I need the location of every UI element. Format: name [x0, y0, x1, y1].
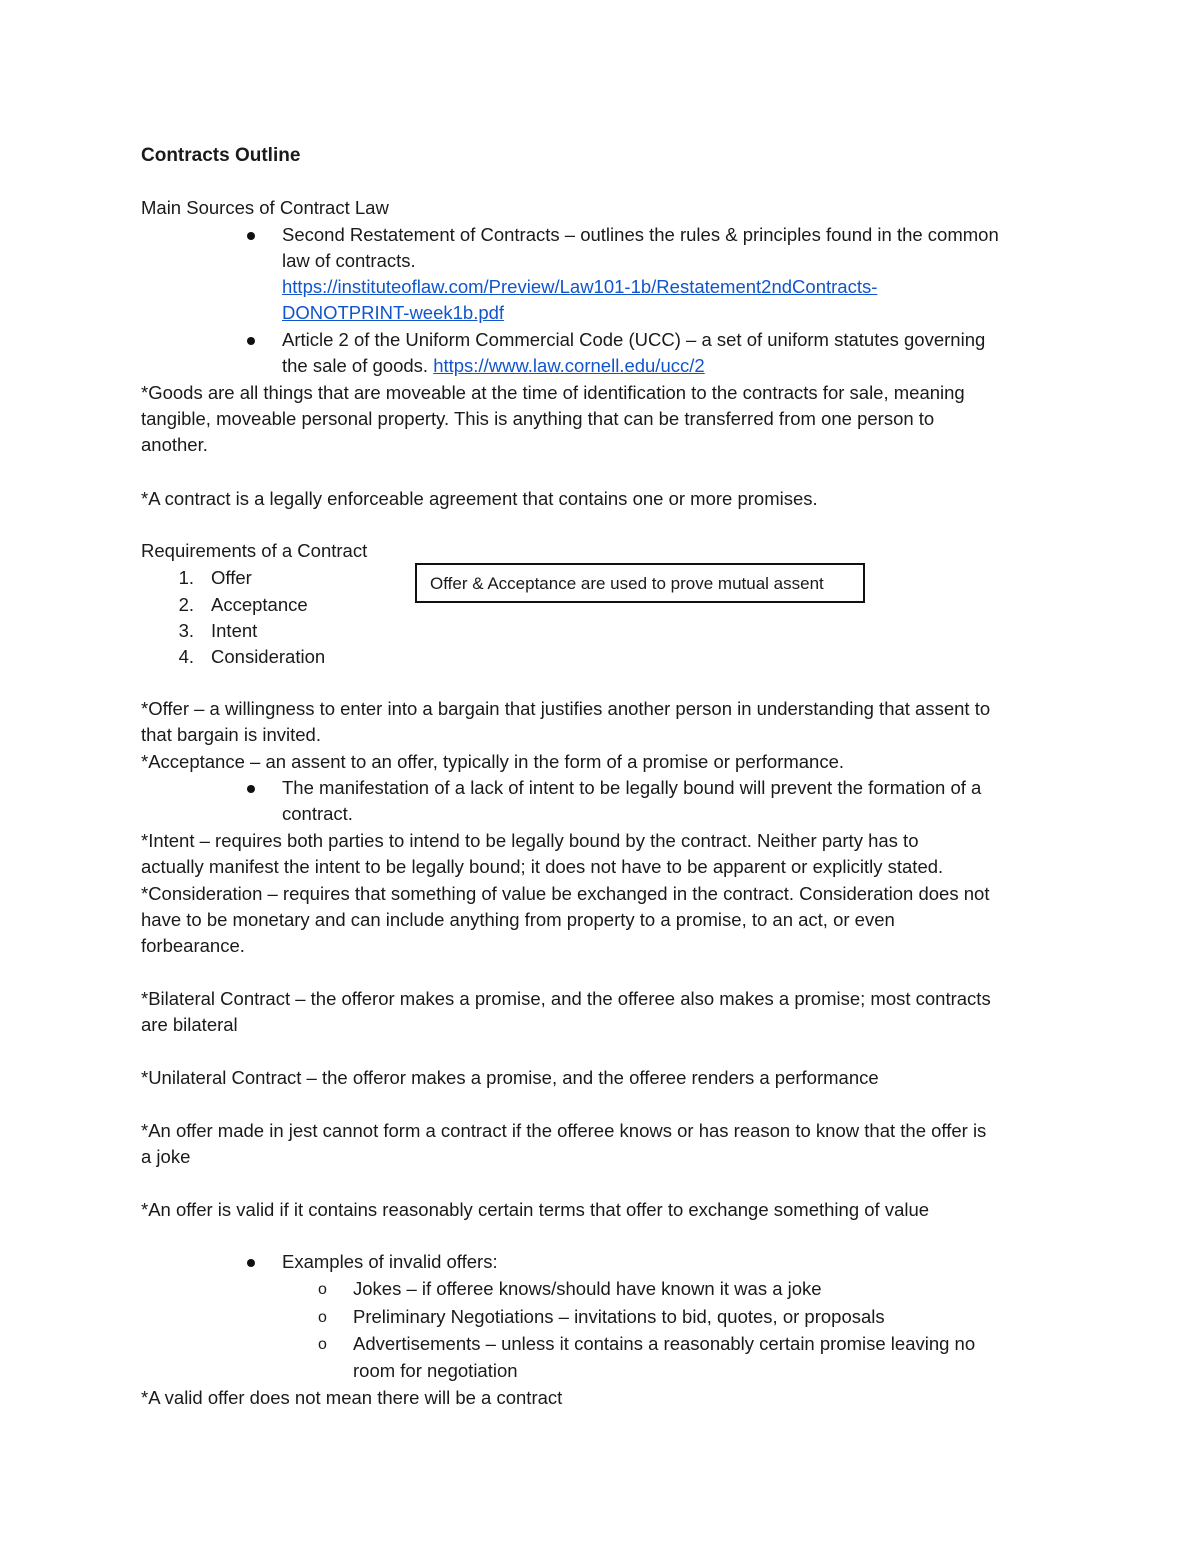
- ucc-link[interactable]: https://www.law.cornell.edu/ucc/2: [433, 355, 705, 376]
- requirement-item: Offer: [211, 567, 252, 588]
- goods-note-line: another.: [141, 434, 208, 455]
- invalid-offers-heading: Examples of invalid offers:: [282, 1251, 498, 1272]
- circle-bullet-icon: o: [318, 1309, 327, 1326]
- intent-definition-cont: actually manifest the intent to be legally bound; it does not have to be apparent or explicitly stated.: [141, 856, 944, 877]
- ucc-text-prefix: the sale of goods.: [282, 355, 434, 376]
- acceptance-note: The manifestation of a lack of intent to be legally bound will prevent the formation of a: [282, 777, 982, 798]
- callout-box: [415, 563, 865, 603]
- acceptance-note-cont: contract.: [282, 803, 353, 824]
- requirement-item: Intent: [211, 620, 258, 641]
- invalid-offer-item: Preliminary Negotiations – invitations to bid, quotes, or proposals: [353, 1306, 885, 1327]
- contract-definition: *A contract is a legally enforceable agreement that contains one or more promises.: [141, 488, 818, 509]
- invalid-offer-item: Advertisements – unless it contains a reasonably certain promise leaving no: [353, 1333, 976, 1354]
- consideration-definition-cont: have to be monetary and can include anything from property to a promise, to an act, or even: [141, 909, 895, 930]
- bilateral-definition: *Bilateral Contract – the offeror makes a promise, and the offeree also makes a promise; most contracts: [141, 988, 991, 1009]
- requirement-item: Acceptance: [211, 594, 308, 615]
- main-sources-heading: Main Sources of Contract Law: [141, 197, 389, 218]
- jest-note-cont: a joke: [141, 1146, 191, 1167]
- bullet-icon: [247, 232, 255, 240]
- callout-text: Offer & Acceptance are used to prove mutual assent: [430, 574, 824, 593]
- goods-note-line: tangible, moveable personal property. This is anything that can be transferred from one person to: [141, 408, 935, 429]
- bullet-icon: [247, 1259, 255, 1267]
- acceptance-definition: *Acceptance – an assent to an offer, typically in the form of a promise or performance.: [141, 751, 845, 772]
- list-number: 2.: [178, 594, 194, 615]
- restatement-link-line2[interactable]: DONOTPRINT-week1b.pdf: [282, 302, 505, 323]
- bilateral-definition-cont: are bilateral: [141, 1014, 238, 1035]
- list-number: 1.: [178, 567, 194, 588]
- invalid-offer-item-cont: room for negotiation: [353, 1360, 518, 1381]
- requirement-item: Consideration: [211, 646, 326, 667]
- ucc-text: Article 2 of the Uniform Commercial Code (UCC) – a set of uniform statutes governing: [282, 329, 986, 350]
- ucc-text-cont: [282, 353, 705, 379]
- restatement-link-cont[interactable]: [282, 300, 504, 326]
- valid-offer-note: *An offer is valid if it contains reasonably certain terms that offer to exchange something of value: [141, 1199, 930, 1220]
- list-number: 4.: [178, 646, 194, 667]
- jest-note: *An offer made in jest cannot form a contract if the offeree knows or has reason to know that the offer is: [141, 1120, 987, 1141]
- restatement-link-line1[interactable]: https://instituteoflaw.com/Preview/Law101-1b/Restatement2ndContracts-: [282, 276, 878, 297]
- unilateral-definition: *Unilateral Contract – the offeror makes a promise, and the offeree renders a performance: [141, 1067, 879, 1088]
- restatement-text-cont: law of contracts.: [282, 250, 416, 271]
- circle-bullet-icon: o: [318, 1336, 327, 1353]
- goods-note-line: *Goods are all things that are moveable at the time of identification to the contracts for sale, meaning: [141, 382, 965, 403]
- restatement-link[interactable]: [282, 274, 877, 300]
- document-title: Contracts Outline: [141, 145, 301, 166]
- list-number: 3.: [178, 620, 194, 641]
- restatement-text: Second Restatement of Contracts – outlines the rules & principles found in the common: [282, 224, 999, 245]
- consideration-definition: *Consideration – requires that something of value be exchanged in the contract. Consideration does not: [141, 883, 990, 904]
- invalid-offer-item: Jokes – if offeree knows/should have known it was a joke: [353, 1278, 822, 1299]
- final-note: *A valid offer does not mean there will be a contract: [141, 1387, 563, 1408]
- offer-definition: *Offer – a willingness to enter into a bargain that justifies another person in understanding that assent to: [141, 698, 991, 719]
- bullet-icon: [247, 337, 255, 345]
- offer-definition-cont: that bargain is invited.: [141, 724, 321, 745]
- circle-bullet-icon: o: [318, 1281, 327, 1298]
- consideration-definition-cont: forbearance.: [141, 935, 245, 956]
- bullet-icon: [247, 785, 255, 793]
- requirements-heading: Requirements of a Contract: [141, 540, 368, 561]
- intent-definition: *Intent – requires both parties to intend to be legally bound by the contract. Neither party has to: [141, 830, 919, 851]
